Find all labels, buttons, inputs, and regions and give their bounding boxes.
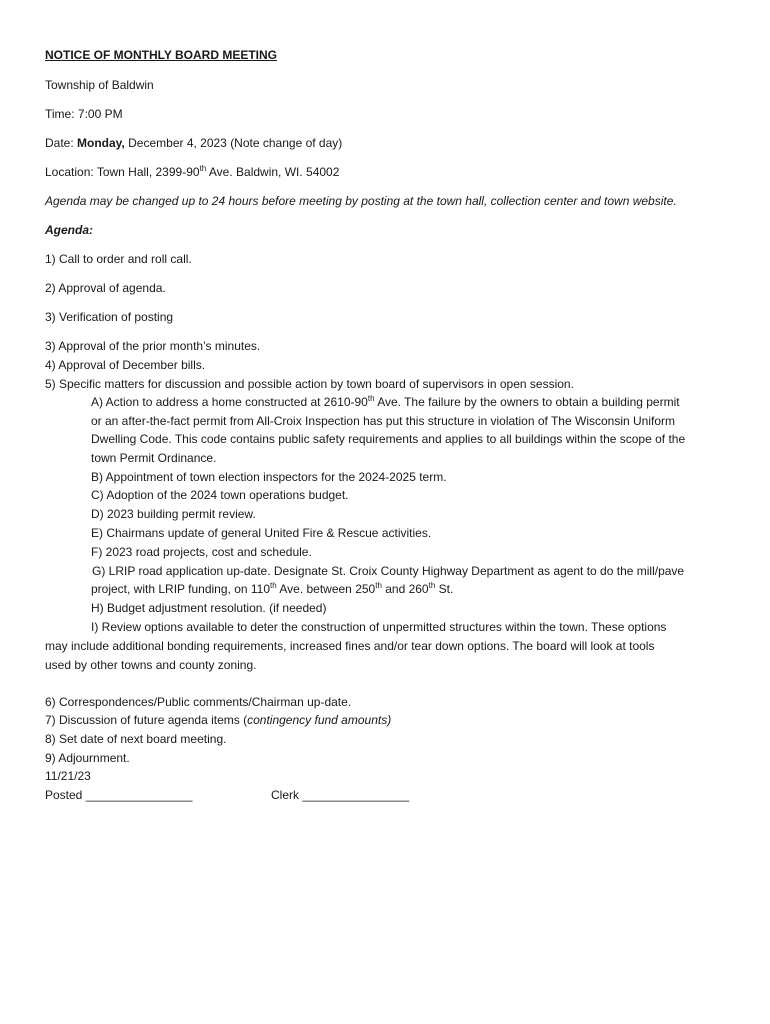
- posted-signature-line: Posted ________________: [45, 788, 193, 802]
- subitem-a-line-3: Dwelling Code. This code contains public safety requirements and applies to all buildings within the scope of the: [91, 432, 686, 446]
- agenda-heading: Agenda:: [45, 223, 93, 237]
- township-name: Township of Baldwin: [45, 78, 154, 92]
- agenda-item-3: 3) Verification of posting: [45, 310, 174, 324]
- subitem-e: E) Chairmans update of general United Fire & Rescue activities.: [91, 526, 432, 540]
- subitem-h: H) Budget adjustment resolution. (if needed): [91, 601, 327, 615]
- agenda-item-3b: 3) Approval of the prior month’s minutes.: [45, 339, 261, 353]
- agenda-item-2: 2) Approval of agenda.: [45, 281, 166, 295]
- subitem-a-line-2: or an after-the-fact permit from All-Croix Inspection has put this structure in violation of The Wisconsin Uniform: [91, 414, 676, 428]
- agenda-item-6: 6) Correspondences/Public comments/Chairman up-date.: [45, 695, 352, 709]
- meeting-location: Location: Town Hall, 2399-90th Ave. Baldwin, WI. 54002: [45, 164, 340, 179]
- subitem-b: B) Appointment of town election inspectors for the 2024-2025 term.: [91, 470, 447, 484]
- subitem-i-line-1: I) Review options available to deter the construction of unpermitted structures within the town. These options: [91, 620, 667, 634]
- notice-title: NOTICE OF MONTHLY BOARD MEETING: [45, 48, 278, 62]
- subitem-a-line-4: town Permit Ordinance.: [91, 451, 217, 465]
- meeting-time: Time: 7:00 PM: [45, 107, 123, 121]
- agenda-item-7: 7) Discussion of future agenda items (contingency fund amounts): [45, 713, 392, 727]
- subitem-c: C) Adoption of the 2024 town operations budget.: [91, 488, 349, 502]
- agenda-item-8: 8) Set date of next board meeting.: [45, 732, 227, 746]
- agenda-note: Agenda may be changed up to 24 hours before meeting by posting at the town hall, collection center and town website.: [45, 194, 677, 208]
- meeting-date: Date: Monday, December 4, 2023 (Note change of day): [45, 136, 343, 150]
- subitem-g-line-2: project, with LRIP funding, on 110th Ave. between 250th and 260th St.: [91, 581, 454, 596]
- subitem-a-line-1: A) Action to address a home constructed at 2610-90th Ave. The failure by the owners to obtain a building permit: [91, 394, 680, 409]
- agenda-item-9: 9) Adjournment.: [45, 751, 130, 765]
- agenda-item-1: 1) Call to order and roll call.: [45, 252, 192, 266]
- subitem-i-line-3: used by other towns and county zoning.: [45, 658, 257, 672]
- agenda-item-4: 4) Approval of December bills.: [45, 358, 206, 372]
- subitem-f: F) 2023 road projects, cost and schedule.: [91, 545, 312, 559]
- subitem-g-line-1: G) LRIP road application up-date. Designate St. Croix County Highway Department as agent to do the mill/pave: [92, 564, 685, 578]
- subitem-d: D) 2023 building permit review.: [91, 507, 256, 521]
- agenda-item-5: 5) Specific matters for discussion and possible action by town board of supervisors in open session.: [45, 377, 574, 391]
- subitem-i-line-2: may include additional bonding requirements, increased fines and/or tear down options. The board will look at tools: [45, 639, 655, 653]
- notice-date: 11/21/23: [45, 769, 91, 783]
- clerk-signature-line: Clerk ________________: [271, 788, 410, 802]
